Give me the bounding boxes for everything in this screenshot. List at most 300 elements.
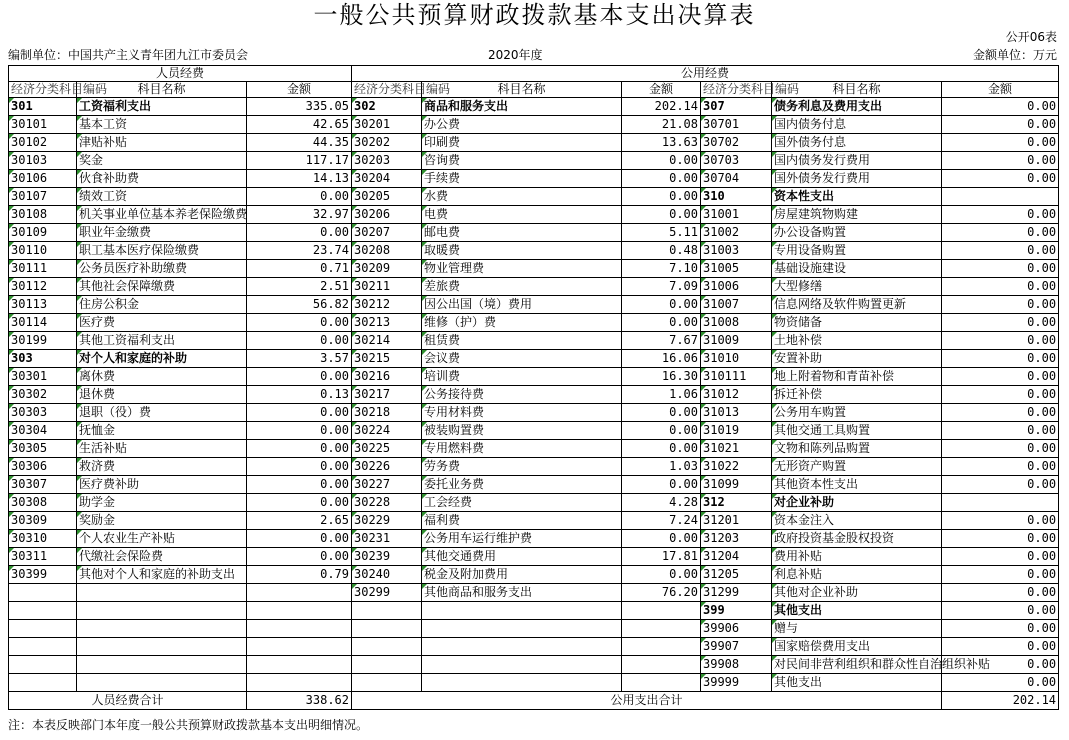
code-cell: 39906 xyxy=(701,620,772,638)
code-cell: 30310 xyxy=(9,530,77,548)
item-name-cell xyxy=(77,638,247,656)
amount-cell: 0.00 xyxy=(942,332,1059,350)
code-cell: 30311 xyxy=(9,548,77,566)
fiscal-year: 2020年度 xyxy=(488,48,543,62)
code-header: 经济分类科目编码 xyxy=(9,82,77,98)
item-name-cell: 费用补贴 xyxy=(772,548,942,566)
amount-cell: 44.35 xyxy=(247,134,352,152)
item-name-cell: 公务接待费 xyxy=(422,386,622,404)
item-name-cell: 伙食补助费 xyxy=(77,170,247,188)
item-name-cell: 无形资产购置 xyxy=(772,458,942,476)
amount-cell: 0.00 xyxy=(942,422,1059,440)
amount-cell: 0.00 xyxy=(942,584,1059,602)
code-cell: 30102 xyxy=(9,134,77,152)
amount-cell xyxy=(622,620,701,638)
code-cell: 31203 xyxy=(701,530,772,548)
amount-cell xyxy=(622,638,701,656)
code-cell: 312 xyxy=(701,494,772,512)
amount-cell: 7.67 xyxy=(622,332,701,350)
amount-cell: 0.00 xyxy=(942,134,1059,152)
code-cell xyxy=(352,656,422,674)
item-name-cell xyxy=(422,620,622,638)
code-cell: 30704 xyxy=(701,170,772,188)
amount-cell: 0.00 xyxy=(622,170,701,188)
amount-cell: 0.71 xyxy=(247,260,352,278)
table-row xyxy=(9,512,1059,530)
personnel-group-header: 人员经费 xyxy=(9,66,352,82)
code-cell: 30203 xyxy=(352,152,422,170)
code-cell: 310 xyxy=(701,188,772,206)
public-group-header: 公用经费 xyxy=(352,66,1059,82)
code-cell: 30208 xyxy=(352,242,422,260)
code-cell xyxy=(352,620,422,638)
code-cell: 302 xyxy=(352,98,422,116)
table-row xyxy=(9,260,1059,278)
code-cell: 30112 xyxy=(9,278,77,296)
code-cell: 31010 xyxy=(701,350,772,368)
amount-cell: 3.57 xyxy=(247,350,352,368)
code-cell: 30209 xyxy=(352,260,422,278)
table-row xyxy=(9,134,1059,152)
item-name-cell xyxy=(422,674,622,692)
code-cell: 30206 xyxy=(352,206,422,224)
code-cell: 30309 xyxy=(9,512,77,530)
code-cell: 31001 xyxy=(701,206,772,224)
item-name-cell: 取暖费 xyxy=(422,242,622,260)
code-cell xyxy=(352,674,422,692)
amount-cell xyxy=(247,584,352,602)
code-cell: 30114 xyxy=(9,314,77,332)
table-row xyxy=(9,332,1059,350)
code-cell: 30101 xyxy=(9,116,77,134)
amount-cell: 0.13 xyxy=(247,386,352,404)
item-name-cell xyxy=(77,620,247,638)
item-name-cell: 培训费 xyxy=(422,368,622,386)
table-row xyxy=(9,440,1059,458)
code-cell: 30211 xyxy=(352,278,422,296)
amount-cell: 0.00 xyxy=(942,674,1059,692)
amount-header: 金额 xyxy=(942,82,1059,98)
item-name-cell: 被装购置费 xyxy=(422,422,622,440)
code-cell: 30199 xyxy=(9,332,77,350)
column-header-row xyxy=(9,82,1059,98)
item-name-cell: 国内债务付息 xyxy=(772,116,942,134)
amount-cell: 0.00 xyxy=(942,314,1059,332)
code-cell xyxy=(9,638,77,656)
amount-cell: 0.00 xyxy=(942,224,1059,242)
amount-cell xyxy=(622,674,701,692)
code-cell: 31299 xyxy=(701,584,772,602)
code-cell: 30216 xyxy=(352,368,422,386)
amount-cell: 0.00 xyxy=(622,530,701,548)
amount-cell: 0.00 xyxy=(622,188,701,206)
code-cell: 31022 xyxy=(701,458,772,476)
item-name-cell: 委托业务费 xyxy=(422,476,622,494)
code-cell xyxy=(9,674,77,692)
report-title: 一般公共预算财政拨款基本支出决算表 xyxy=(313,1,756,29)
code-cell xyxy=(9,620,77,638)
amount-cell: 0.00 xyxy=(622,296,701,314)
amount-cell: 0.48 xyxy=(622,242,701,260)
code-header: 经济分类科目编码 xyxy=(352,82,422,98)
code-cell: 31008 xyxy=(701,314,772,332)
amount-cell: 0.00 xyxy=(247,188,352,206)
code-cell: 30304 xyxy=(9,422,77,440)
table-row xyxy=(9,674,1059,692)
code-cell: 39907 xyxy=(701,638,772,656)
amount-cell: 0.00 xyxy=(247,224,352,242)
code-cell: 30299 xyxy=(352,584,422,602)
currency-unit: 金额单位：万元 xyxy=(972,48,1057,62)
reporting-unit: 编制单位：中国共产主义青年团九江市委员会 xyxy=(8,48,249,62)
amount-cell: 0.00 xyxy=(942,620,1059,638)
item-name-cell: 抚恤金 xyxy=(77,422,247,440)
item-name-cell: 医疗费补助 xyxy=(77,476,247,494)
code-cell: 31099 xyxy=(701,476,772,494)
table-row xyxy=(9,530,1059,548)
code-cell: 303 xyxy=(9,350,77,368)
item-name-cell: 其他交通工具购置 xyxy=(772,422,942,440)
item-name-cell: 工资福利支出 xyxy=(77,98,247,116)
personnel-total-label: 人员经费合计 xyxy=(9,692,247,710)
code-cell: 31019 xyxy=(701,422,772,440)
item-name-cell: 公务员医疗补助缴费 xyxy=(77,260,247,278)
code-cell: 30302 xyxy=(9,386,77,404)
code-cell: 30110 xyxy=(9,242,77,260)
amount-cell: 0.00 xyxy=(942,386,1059,404)
amount-cell xyxy=(622,656,701,674)
item-name-cell: 其他商品和服务支出 xyxy=(422,584,622,602)
item-name-cell: 国外债务发行费用 xyxy=(772,170,942,188)
totals-row xyxy=(9,692,1059,710)
amount-cell: 42.65 xyxy=(247,116,352,134)
item-name-cell: 电费 xyxy=(422,206,622,224)
amount-cell: 17.81 xyxy=(622,548,701,566)
code-cell: 30703 xyxy=(701,152,772,170)
item-name-cell: 福利费 xyxy=(422,512,622,530)
amount-cell: 13.63 xyxy=(622,134,701,152)
code-cell: 30229 xyxy=(352,512,422,530)
item-name-cell: 退休费 xyxy=(77,386,247,404)
item-name-cell: 其他资本性支出 xyxy=(772,476,942,494)
item-name-cell: 救济费 xyxy=(77,458,247,476)
code-cell: 30113 xyxy=(9,296,77,314)
name-header: 科目名称 xyxy=(77,82,247,98)
amount-cell: 0.00 xyxy=(247,494,352,512)
table-row xyxy=(9,638,1059,656)
code-cell: 30226 xyxy=(352,458,422,476)
table-row xyxy=(9,314,1059,332)
item-name-cell: 商品和服务支出 xyxy=(422,98,622,116)
item-name-cell xyxy=(77,584,247,602)
item-name-cell: 对民间非营利组织和群众性自治组织补贴 xyxy=(772,656,942,674)
amount-cell: 335.05 xyxy=(247,98,352,116)
item-name-cell: 债务利息及费用支出 xyxy=(772,98,942,116)
amount-cell: 23.74 xyxy=(247,242,352,260)
amount-cell: 2.51 xyxy=(247,278,352,296)
code-cell: 399 xyxy=(701,602,772,620)
code-cell: 30201 xyxy=(352,116,422,134)
amount-cell: 0.00 xyxy=(247,440,352,458)
code-cell: 31012 xyxy=(701,386,772,404)
code-cell xyxy=(9,584,77,602)
amount-cell: 7.10 xyxy=(622,260,701,278)
code-cell: 31013 xyxy=(701,404,772,422)
code-cell: 30217 xyxy=(352,386,422,404)
amount-cell: 16.06 xyxy=(622,350,701,368)
amount-cell: 21.08 xyxy=(622,116,701,134)
amount-cell: 0.00 xyxy=(247,332,352,350)
code-cell: 30109 xyxy=(9,224,77,242)
amount-cell: 0.00 xyxy=(942,548,1059,566)
item-name-cell: 咨询费 xyxy=(422,152,622,170)
table-row xyxy=(9,188,1059,206)
item-name-cell: 国家赔偿费用支出 xyxy=(772,638,942,656)
code-cell: 30399 xyxy=(9,566,77,584)
amount-header: 金额 xyxy=(622,82,701,98)
code-cell: 30103 xyxy=(9,152,77,170)
item-name-cell: 专用设备购置 xyxy=(772,242,942,260)
code-cell: 310111 xyxy=(701,368,772,386)
amount-header: 金额 xyxy=(247,82,352,98)
code-cell: 31003 xyxy=(701,242,772,260)
code-header: 经济分类科目编码 xyxy=(701,82,772,98)
code-cell: 30239 xyxy=(352,548,422,566)
expenditure-table xyxy=(8,65,1059,710)
amount-cell xyxy=(247,602,352,620)
amount-cell xyxy=(247,674,352,692)
code-cell: 31204 xyxy=(701,548,772,566)
code-cell: 30240 xyxy=(352,566,422,584)
public-total-label: 公用支出合计 xyxy=(352,692,942,710)
amount-cell: 0.00 xyxy=(247,548,352,566)
table-row xyxy=(9,350,1059,368)
item-name-cell: 赠与 xyxy=(772,620,942,638)
item-name-cell: 维修（护）费 xyxy=(422,314,622,332)
amount-cell: 0.00 xyxy=(942,242,1059,260)
code-cell: 307 xyxy=(701,98,772,116)
item-name-cell: 房屋建筑物购建 xyxy=(772,206,942,224)
table-row xyxy=(9,368,1059,386)
header-info-row xyxy=(0,46,1069,64)
item-name-cell: 津贴补贴 xyxy=(77,134,247,152)
amount-cell: 0.00 xyxy=(942,206,1059,224)
code-cell: 301 xyxy=(9,98,77,116)
table-row xyxy=(9,458,1059,476)
code-cell: 30303 xyxy=(9,404,77,422)
amount-cell: 0.00 xyxy=(622,152,701,170)
item-name-cell: 税金及附加费用 xyxy=(422,566,622,584)
amount-cell: 0.00 xyxy=(942,170,1059,188)
table-row xyxy=(9,548,1059,566)
item-name-cell: 办公设备购置 xyxy=(772,224,942,242)
item-name-cell: 差旅费 xyxy=(422,278,622,296)
amount-cell: 1.03 xyxy=(622,458,701,476)
code-cell: 39908 xyxy=(701,656,772,674)
code-cell: 30307 xyxy=(9,476,77,494)
code-cell: 30224 xyxy=(352,422,422,440)
amount-cell: 0.00 xyxy=(247,404,352,422)
item-name-cell: 劳务费 xyxy=(422,458,622,476)
amount-cell: 0.00 xyxy=(942,260,1059,278)
table-row xyxy=(9,476,1059,494)
item-name-cell: 机关事业单位基本养老保险缴费 xyxy=(77,206,247,224)
code-cell: 30305 xyxy=(9,440,77,458)
item-name-cell: 对企业补助 xyxy=(772,494,942,512)
amount-cell: 0.00 xyxy=(942,368,1059,386)
table-row xyxy=(9,116,1059,134)
item-name-cell: 手续费 xyxy=(422,170,622,188)
amount-cell: 0.00 xyxy=(942,512,1059,530)
item-name-cell: 其他支出 xyxy=(772,602,942,620)
code-cell: 31205 xyxy=(701,566,772,584)
amount-cell xyxy=(247,656,352,674)
amount-cell: 202.14 xyxy=(622,98,701,116)
table-row xyxy=(9,584,1059,602)
amount-cell: 1.06 xyxy=(622,386,701,404)
item-name-cell: 国内债务发行费用 xyxy=(772,152,942,170)
amount-cell: 0.00 xyxy=(622,422,701,440)
item-name-cell: 对个人和家庭的补助 xyxy=(77,350,247,368)
item-name-cell: 基础设施建设 xyxy=(772,260,942,278)
table-row xyxy=(9,206,1059,224)
amount-cell: 0.00 xyxy=(942,152,1059,170)
amount-cell: 7.24 xyxy=(622,512,701,530)
amount-cell: 32.97 xyxy=(247,206,352,224)
amount-cell: 0.00 xyxy=(622,314,701,332)
amount-cell: 76.20 xyxy=(622,584,701,602)
amount-cell: 0.00 xyxy=(942,530,1059,548)
table-row xyxy=(9,656,1059,674)
item-name-cell: 会议费 xyxy=(422,350,622,368)
code-cell: 30204 xyxy=(352,170,422,188)
item-name-cell: 土地补偿 xyxy=(772,332,942,350)
amount-cell: 4.28 xyxy=(622,494,701,512)
item-name-cell xyxy=(422,602,622,620)
amount-cell: 0.00 xyxy=(942,566,1059,584)
amount-cell: 14.13 xyxy=(247,170,352,188)
amount-cell: 0.00 xyxy=(942,440,1059,458)
item-name-cell: 其他支出 xyxy=(772,674,942,692)
item-name-cell: 基本工资 xyxy=(77,116,247,134)
item-name-cell: 政府投资基金股权投资 xyxy=(772,530,942,548)
code-cell: 30205 xyxy=(352,188,422,206)
table-row xyxy=(9,170,1059,188)
item-name-cell: 代缴社会保险费 xyxy=(77,548,247,566)
amount-cell: 0.00 xyxy=(622,206,701,224)
item-name-cell: 水费 xyxy=(422,188,622,206)
amount-cell: 0.00 xyxy=(622,440,701,458)
code-cell: 30702 xyxy=(701,134,772,152)
amount-cell: 0.00 xyxy=(942,350,1059,368)
code-cell: 30701 xyxy=(701,116,772,134)
item-name-cell: 公务用车运行维护费 xyxy=(422,530,622,548)
amount-cell: 0.00 xyxy=(942,638,1059,656)
code-cell: 31005 xyxy=(701,260,772,278)
amount-cell xyxy=(247,620,352,638)
item-name-cell: 地上附着物和青苗补偿 xyxy=(772,368,942,386)
amount-cell: 0.00 xyxy=(247,422,352,440)
amount-cell: 117.17 xyxy=(247,152,352,170)
code-cell: 39999 xyxy=(701,674,772,692)
item-name-cell: 其他对个人和家庭的补助支出 xyxy=(77,566,247,584)
item-name-cell: 办公费 xyxy=(422,116,622,134)
code-cell: 30213 xyxy=(352,314,422,332)
code-cell: 30215 xyxy=(352,350,422,368)
item-name-cell: 利息补贴 xyxy=(772,566,942,584)
item-name-cell xyxy=(422,638,622,656)
item-name-cell xyxy=(77,674,247,692)
item-name-cell: 安置补助 xyxy=(772,350,942,368)
item-name-cell: 绩效工资 xyxy=(77,188,247,206)
item-name-cell: 因公出国（境）费用 xyxy=(422,296,622,314)
code-cell xyxy=(9,656,77,674)
item-name-cell: 工会经费 xyxy=(422,494,622,512)
item-name-cell: 住房公积金 xyxy=(77,296,247,314)
item-name-cell: 邮电费 xyxy=(422,224,622,242)
code-cell: 31201 xyxy=(701,512,772,530)
amount-cell xyxy=(622,602,701,620)
footnote: 注：本表反映部门本年度一般公共预算财政拨款基本支出明细情况。 xyxy=(8,718,369,732)
form-number: 公开06表 xyxy=(1005,30,1057,44)
code-cell: 30111 xyxy=(9,260,77,278)
table-row xyxy=(9,404,1059,422)
table-row xyxy=(9,224,1059,242)
amount-cell: 0.00 xyxy=(622,404,701,422)
table-row xyxy=(9,242,1059,260)
table-row xyxy=(9,566,1059,584)
amount-cell: 0.00 xyxy=(622,566,701,584)
amount-cell: 0.00 xyxy=(247,458,352,476)
item-name-cell: 生活补贴 xyxy=(77,440,247,458)
code-cell: 30214 xyxy=(352,332,422,350)
code-cell xyxy=(352,602,422,620)
personnel-total-value: 338.62 xyxy=(247,692,352,710)
item-name-cell: 租赁费 xyxy=(422,332,622,350)
name-header: 科目名称 xyxy=(422,82,622,98)
amount-cell: 2.65 xyxy=(247,512,352,530)
code-cell: 30308 xyxy=(9,494,77,512)
code-cell: 30107 xyxy=(9,188,77,206)
item-name-cell: 物业管理费 xyxy=(422,260,622,278)
item-name-cell: 资本性支出 xyxy=(772,188,942,206)
amount-cell: 16.30 xyxy=(622,368,701,386)
code-cell xyxy=(9,602,77,620)
item-name-cell: 奖励金 xyxy=(77,512,247,530)
amount-cell xyxy=(247,638,352,656)
code-cell: 30108 xyxy=(9,206,77,224)
code-cell xyxy=(352,638,422,656)
code-cell: 30227 xyxy=(352,476,422,494)
amount-cell: 0.00 xyxy=(942,116,1059,134)
name-header: 科目名称 xyxy=(772,82,942,98)
item-name-cell: 拆迁补偿 xyxy=(772,386,942,404)
item-name-cell xyxy=(77,602,247,620)
item-name-cell: 其他交通费用 xyxy=(422,548,622,566)
code-cell: 31006 xyxy=(701,278,772,296)
amount-cell: 0.00 xyxy=(942,296,1059,314)
item-name-cell: 职业年金缴费 xyxy=(77,224,247,242)
item-name-cell: 大型修缮 xyxy=(772,278,942,296)
amount-cell: 0.00 xyxy=(942,278,1059,296)
item-name-cell: 医疗费 xyxy=(77,314,247,332)
item-name-cell: 个人农业生产补贴 xyxy=(77,530,247,548)
table-row xyxy=(9,386,1059,404)
amount-cell: 0.00 xyxy=(942,404,1059,422)
amount-cell: 0.00 xyxy=(942,656,1059,674)
amount-cell: 0.00 xyxy=(942,458,1059,476)
amount-cell: 0.00 xyxy=(247,314,352,332)
